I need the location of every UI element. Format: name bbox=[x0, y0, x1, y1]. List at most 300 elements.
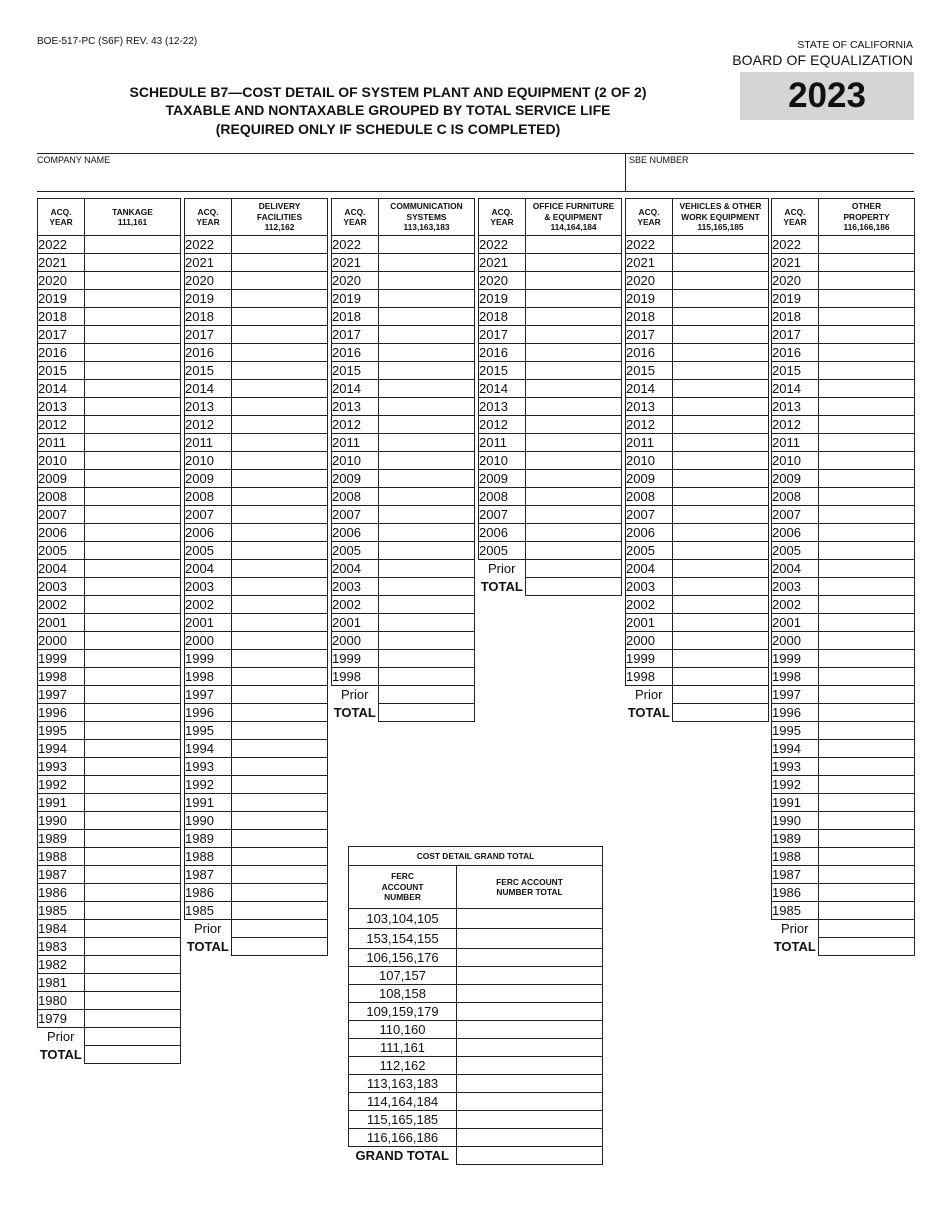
amount-cell-office[interactable] bbox=[526, 272, 622, 290]
prior-amount-communication[interactable] bbox=[379, 686, 475, 704]
amount-cell-tankage[interactable] bbox=[85, 920, 181, 938]
amount-cell-tankage[interactable] bbox=[85, 722, 181, 740]
amount-cell-communication[interactable] bbox=[379, 668, 475, 686]
sbe-number-field[interactable] bbox=[629, 166, 915, 190]
grand-total-title: COST DETAIL GRAND TOTAL bbox=[349, 847, 603, 866]
amount-cell-office[interactable] bbox=[526, 524, 622, 542]
amount-cell-delivery[interactable] bbox=[232, 524, 328, 542]
amount-cell-delivery[interactable] bbox=[232, 434, 328, 452]
total-amount-office[interactable] bbox=[526, 578, 622, 596]
amount-cell-communication[interactable] bbox=[379, 380, 475, 398]
amount-cell-office[interactable] bbox=[526, 308, 622, 326]
table-row bbox=[332, 452, 475, 470]
acq-year-cell: 1990 bbox=[38, 812, 85, 830]
table-row bbox=[185, 362, 328, 380]
amount-cell-delivery[interactable] bbox=[232, 290, 328, 308]
table-row bbox=[332, 308, 475, 326]
amount-cell-tankage[interactable] bbox=[85, 668, 181, 686]
amount-cell-delivery[interactable] bbox=[232, 308, 328, 326]
amount-cell-delivery[interactable] bbox=[232, 596, 328, 614]
amount-cell-tankage[interactable] bbox=[85, 452, 181, 470]
total-amount-vehicles[interactable] bbox=[673, 704, 769, 722]
amount-cell-office[interactable] bbox=[526, 416, 622, 434]
amount-cell-vehicles[interactable] bbox=[673, 668, 769, 686]
amount-cell-tankage[interactable] bbox=[85, 650, 181, 668]
amount-cell-tankage[interactable] bbox=[85, 974, 181, 992]
amount-cell-tankage[interactable] bbox=[85, 290, 181, 308]
total-amount-communication[interactable] bbox=[379, 704, 475, 722]
amount-cell-delivery[interactable] bbox=[232, 326, 328, 344]
amount-cell-other[interactable] bbox=[819, 830, 915, 848]
amount-cell-office[interactable] bbox=[526, 380, 622, 398]
table-row bbox=[772, 596, 915, 614]
acq-year-cell: 2008 bbox=[479, 488, 526, 506]
amount-cell-other[interactable] bbox=[819, 668, 915, 686]
amount-cell-communication[interactable] bbox=[379, 488, 475, 506]
amount-cell-vehicles[interactable] bbox=[673, 290, 769, 308]
amount-cell-other[interactable] bbox=[819, 794, 915, 812]
amount-cell-vehicles[interactable] bbox=[673, 506, 769, 524]
table-row bbox=[185, 560, 328, 578]
acq-year-cell: 2019 bbox=[772, 290, 819, 308]
table-row bbox=[185, 668, 328, 686]
amount-cell-other[interactable] bbox=[819, 506, 915, 524]
amount-cell-delivery[interactable] bbox=[232, 704, 328, 722]
amount-cell-delivery[interactable] bbox=[232, 902, 328, 920]
acq-year-cell: 2010 bbox=[479, 452, 526, 470]
amount-cell-communication[interactable] bbox=[379, 614, 475, 632]
amount-cell-delivery[interactable] bbox=[232, 758, 328, 776]
amount-cell-communication[interactable] bbox=[379, 560, 475, 578]
amount-cell-communication[interactable] bbox=[379, 632, 475, 650]
ferc-account-total-cell[interactable] bbox=[457, 1093, 603, 1111]
amount-cell-tankage[interactable] bbox=[85, 506, 181, 524]
amount-cell-communication[interactable] bbox=[379, 362, 475, 380]
acq-year-cell: 1993 bbox=[185, 758, 232, 776]
amount-cell-office[interactable] bbox=[526, 488, 622, 506]
amount-cell-communication[interactable] bbox=[379, 452, 475, 470]
amount-cell-tankage[interactable] bbox=[85, 992, 181, 1010]
amount-cell-delivery[interactable] bbox=[232, 812, 328, 830]
table-row bbox=[332, 470, 475, 488]
ferc-account-total-cell[interactable] bbox=[457, 1129, 603, 1147]
amount-cell-vehicles[interactable] bbox=[673, 398, 769, 416]
amount-cell-vehicles[interactable] bbox=[673, 560, 769, 578]
acq-year-cell: 2009 bbox=[185, 470, 232, 488]
amount-cell-other[interactable] bbox=[819, 776, 915, 794]
amount-cell-other[interactable] bbox=[819, 632, 915, 650]
amount-cell-vehicles[interactable] bbox=[673, 596, 769, 614]
table-row bbox=[772, 506, 915, 524]
amount-cell-other[interactable] bbox=[819, 308, 915, 326]
amount-cell-office[interactable] bbox=[526, 470, 622, 488]
amount-cell-tankage[interactable] bbox=[85, 272, 181, 290]
amount-cell-other[interactable] bbox=[819, 848, 915, 866]
amount-cell-tankage[interactable] bbox=[85, 686, 181, 704]
acq-year-cell: 1991 bbox=[38, 794, 85, 812]
amount-cell-delivery[interactable] bbox=[232, 452, 328, 470]
amount-cell-delivery[interactable] bbox=[232, 668, 328, 686]
table-row bbox=[38, 740, 181, 758]
amount-cell-communication[interactable] bbox=[379, 434, 475, 452]
amount-cell-communication[interactable] bbox=[379, 272, 475, 290]
amount-cell-other[interactable] bbox=[819, 344, 915, 362]
amount-cell-tankage[interactable] bbox=[85, 308, 181, 326]
amount-cell-tankage[interactable] bbox=[85, 848, 181, 866]
prior-amount-delivery[interactable] bbox=[232, 920, 328, 938]
amount-cell-tankage[interactable] bbox=[85, 902, 181, 920]
ferc-account-total-cell[interactable] bbox=[457, 985, 603, 1003]
amount-cell-tankage[interactable] bbox=[85, 1010, 181, 1028]
amount-cell-vehicles[interactable] bbox=[673, 416, 769, 434]
acq-year-cell: 2008 bbox=[772, 488, 819, 506]
amount-cell-other[interactable] bbox=[819, 650, 915, 668]
amount-cell-tankage[interactable] bbox=[85, 470, 181, 488]
amount-cell-delivery[interactable] bbox=[232, 380, 328, 398]
table-row bbox=[185, 434, 328, 452]
amount-cell-other[interactable] bbox=[819, 560, 915, 578]
amount-cell-tankage[interactable] bbox=[85, 938, 181, 956]
ferc-account-total-cell[interactable] bbox=[457, 1075, 603, 1093]
amount-cell-communication[interactable] bbox=[379, 578, 475, 596]
prior-amount-vehicles[interactable] bbox=[673, 686, 769, 704]
table-row bbox=[349, 1003, 603, 1021]
amount-cell-other[interactable] bbox=[819, 488, 915, 506]
amount-cell-tankage[interactable] bbox=[85, 362, 181, 380]
amount-cell-tankage[interactable] bbox=[85, 416, 181, 434]
amount-cell-communication[interactable] bbox=[379, 326, 475, 344]
acq-year-cell: 2008 bbox=[185, 488, 232, 506]
total-amount-other[interactable] bbox=[819, 938, 915, 956]
company-name-field[interactable] bbox=[38, 166, 626, 190]
acq-year-cell: 2007 bbox=[626, 506, 673, 524]
acq-year-cell: 1984 bbox=[38, 920, 85, 938]
table-row bbox=[38, 830, 181, 848]
amount-cell-vehicles[interactable] bbox=[673, 380, 769, 398]
amount-cell-other[interactable] bbox=[819, 326, 915, 344]
acq-year-cell: 2019 bbox=[626, 290, 673, 308]
amount-cell-tankage[interactable] bbox=[85, 560, 181, 578]
total-amount-delivery[interactable] bbox=[232, 938, 328, 956]
amount-cell-vehicles[interactable] bbox=[673, 578, 769, 596]
amount-cell-delivery[interactable] bbox=[232, 416, 328, 434]
amount-cell-office[interactable] bbox=[526, 254, 622, 272]
amount-cell-tankage[interactable] bbox=[85, 380, 181, 398]
table-row bbox=[38, 812, 181, 830]
amount-cell-communication[interactable] bbox=[379, 290, 475, 308]
amount-cell-tankage[interactable] bbox=[85, 776, 181, 794]
amount-cell-vehicles[interactable] bbox=[673, 344, 769, 362]
amount-cell-vehicles[interactable] bbox=[673, 362, 769, 380]
table-row bbox=[626, 290, 769, 308]
amount-cell-delivery[interactable] bbox=[232, 794, 328, 812]
acq-year-cell: 2007 bbox=[38, 506, 85, 524]
ferc-account-total-cell[interactable] bbox=[457, 1111, 603, 1129]
amount-cell-tankage[interactable] bbox=[85, 704, 181, 722]
table-row bbox=[626, 326, 769, 344]
table-row bbox=[479, 524, 622, 542]
ferc-account-total-cell[interactable] bbox=[457, 1057, 603, 1075]
table-row bbox=[38, 326, 181, 344]
total-amount-tankage[interactable] bbox=[85, 1046, 181, 1064]
amount-cell-delivery[interactable] bbox=[232, 848, 328, 866]
acq-year-cell: 2014 bbox=[185, 380, 232, 398]
amount-cell-office[interactable] bbox=[526, 236, 622, 254]
amount-cell-tankage[interactable] bbox=[85, 524, 181, 542]
amount-cell-tankage[interactable] bbox=[85, 578, 181, 596]
amount-cell-communication[interactable] bbox=[379, 506, 475, 524]
amount-cell-other[interactable] bbox=[819, 470, 915, 488]
amount-cell-delivery[interactable] bbox=[232, 830, 328, 848]
amount-cell-other[interactable] bbox=[819, 524, 915, 542]
amount-cell-office[interactable] bbox=[526, 344, 622, 362]
ferc-account-number: 106,156,176 bbox=[349, 949, 457, 967]
grand-total-amount[interactable] bbox=[457, 1147, 603, 1165]
amount-cell-other[interactable] bbox=[819, 884, 915, 902]
ferc-account-total-cell[interactable] bbox=[457, 949, 603, 967]
acq-year-cell: 2011 bbox=[772, 434, 819, 452]
amount-cell-communication[interactable] bbox=[379, 416, 475, 434]
amount-cell-tankage[interactable] bbox=[85, 740, 181, 758]
table-row bbox=[38, 956, 181, 974]
amount-cell-vehicles[interactable] bbox=[673, 488, 769, 506]
amount-cell-vehicles[interactable] bbox=[673, 650, 769, 668]
amount-cell-tankage[interactable] bbox=[85, 884, 181, 902]
amount-cell-delivery[interactable] bbox=[232, 488, 328, 506]
table-row bbox=[38, 290, 181, 308]
amount-cell-communication[interactable] bbox=[379, 542, 475, 560]
amount-cell-tankage[interactable] bbox=[85, 434, 181, 452]
table-row bbox=[479, 362, 622, 380]
ferc-account-total-cell[interactable] bbox=[457, 909, 603, 929]
acq-year-cell: 2010 bbox=[772, 452, 819, 470]
amount-cell-delivery[interactable] bbox=[232, 884, 328, 902]
prior-amount-office[interactable] bbox=[526, 560, 622, 578]
amount-cell-office[interactable] bbox=[526, 362, 622, 380]
amount-cell-communication[interactable] bbox=[379, 596, 475, 614]
amount-cell-other[interactable] bbox=[819, 740, 915, 758]
amount-cell-delivery[interactable] bbox=[232, 344, 328, 362]
amount-cell-other[interactable] bbox=[819, 686, 915, 704]
amount-cell-delivery[interactable] bbox=[232, 236, 328, 254]
amount-cell-tankage[interactable] bbox=[85, 866, 181, 884]
amount-cell-vehicles[interactable] bbox=[673, 614, 769, 632]
acq-year-cell: 2001 bbox=[185, 614, 232, 632]
table-row bbox=[772, 470, 915, 488]
amount-cell-communication[interactable] bbox=[379, 650, 475, 668]
amount-cell-delivery[interactable] bbox=[232, 398, 328, 416]
amount-cell-tankage[interactable] bbox=[85, 398, 181, 416]
amount-cell-vehicles[interactable] bbox=[673, 272, 769, 290]
acq-year-cell: 2021 bbox=[772, 254, 819, 272]
amount-cell-tankage[interactable] bbox=[85, 758, 181, 776]
table-row bbox=[332, 560, 475, 578]
ferc-account-total-cell[interactable] bbox=[457, 1039, 603, 1057]
amount-cell-other[interactable] bbox=[819, 362, 915, 380]
table-row bbox=[185, 254, 328, 272]
table-row bbox=[185, 740, 328, 758]
table-row bbox=[185, 542, 328, 560]
amount-cell-other[interactable] bbox=[819, 866, 915, 884]
table-row bbox=[38, 722, 181, 740]
amount-cell-other[interactable] bbox=[819, 578, 915, 596]
table-row bbox=[626, 236, 769, 254]
acq-year-cell: 1999 bbox=[772, 650, 819, 668]
amount-cell-other[interactable] bbox=[819, 416, 915, 434]
amount-cell-other[interactable] bbox=[819, 758, 915, 776]
amount-cell-tankage[interactable] bbox=[85, 236, 181, 254]
amount-cell-other[interactable] bbox=[819, 704, 915, 722]
table-row bbox=[38, 848, 181, 866]
acq-year-cell: 1985 bbox=[38, 902, 85, 920]
acq-year-cell: 2009 bbox=[38, 470, 85, 488]
amount-cell-office[interactable] bbox=[526, 290, 622, 308]
ferc-account-total-cell[interactable] bbox=[457, 967, 603, 985]
amount-cell-tankage[interactable] bbox=[85, 614, 181, 632]
amount-cell-tankage[interactable] bbox=[85, 830, 181, 848]
amount-cell-tankage[interactable] bbox=[85, 326, 181, 344]
acq-year-cell: 1991 bbox=[185, 794, 232, 812]
amount-cell-delivery[interactable] bbox=[232, 362, 328, 380]
amount-cell-delivery[interactable] bbox=[232, 542, 328, 560]
acq-year-cell: 2012 bbox=[332, 416, 379, 434]
amount-cell-office[interactable] bbox=[526, 506, 622, 524]
amount-cell-other[interactable] bbox=[819, 290, 915, 308]
table-row bbox=[626, 254, 769, 272]
acq-year-cell: 1999 bbox=[185, 650, 232, 668]
acq-year-cell: 2000 bbox=[772, 632, 819, 650]
prior-label: Prior bbox=[341, 687, 369, 703]
amount-cell-vehicles[interactable] bbox=[673, 470, 769, 488]
amount-cell-communication[interactable] bbox=[379, 236, 475, 254]
table-row bbox=[772, 704, 915, 722]
amount-cell-tankage[interactable] bbox=[85, 542, 181, 560]
amount-cell-other[interactable] bbox=[819, 722, 915, 740]
table-row bbox=[38, 938, 181, 956]
amount-cell-communication[interactable] bbox=[379, 308, 475, 326]
amount-cell-office[interactable] bbox=[526, 452, 622, 470]
table-row bbox=[332, 524, 475, 542]
amount-cell-delivery[interactable] bbox=[232, 686, 328, 704]
acq-year-cell: 1998 bbox=[38, 668, 85, 686]
acq-year-cell: 2021 bbox=[626, 254, 673, 272]
amount-cell-delivery[interactable] bbox=[232, 560, 328, 578]
table-row bbox=[772, 578, 915, 596]
amount-cell-communication[interactable] bbox=[379, 398, 475, 416]
amount-cell-tankage[interactable] bbox=[85, 344, 181, 362]
amount-cell-delivery[interactable] bbox=[232, 866, 328, 884]
amount-cell-communication[interactable] bbox=[379, 344, 475, 362]
amount-cell-other[interactable] bbox=[819, 380, 915, 398]
amount-cell-delivery[interactable] bbox=[232, 776, 328, 794]
amount-cell-delivery[interactable] bbox=[232, 578, 328, 596]
amount-cell-tankage[interactable] bbox=[85, 956, 181, 974]
acq-year-cell: 2016 bbox=[626, 344, 673, 362]
amount-cell-delivery[interactable] bbox=[232, 650, 328, 668]
header-rule-bottom bbox=[37, 191, 914, 192]
amount-cell-office[interactable] bbox=[526, 398, 622, 416]
amount-cell-vehicles[interactable] bbox=[673, 542, 769, 560]
amount-cell-communication[interactable] bbox=[379, 254, 475, 272]
amount-cell-other[interactable] bbox=[819, 614, 915, 632]
table-row bbox=[772, 560, 915, 578]
amount-cell-vehicles[interactable] bbox=[673, 326, 769, 344]
amount-cell-delivery[interactable] bbox=[232, 470, 328, 488]
table-row bbox=[479, 290, 622, 308]
table-row bbox=[479, 254, 622, 272]
table-row bbox=[185, 650, 328, 668]
amount-cell-tankage[interactable] bbox=[85, 812, 181, 830]
prior-amount-tankage[interactable] bbox=[85, 1028, 181, 1046]
table-row bbox=[626, 524, 769, 542]
amount-cell-vehicles[interactable] bbox=[673, 254, 769, 272]
table-row bbox=[185, 470, 328, 488]
acq-year-cell: 1992 bbox=[38, 776, 85, 794]
amount-cell-other[interactable] bbox=[819, 452, 915, 470]
amount-cell-office[interactable] bbox=[526, 326, 622, 344]
amount-cell-vehicles[interactable] bbox=[673, 236, 769, 254]
amount-cell-communication[interactable] bbox=[379, 524, 475, 542]
acq-year-cell: 2013 bbox=[479, 398, 526, 416]
prior-amount-other[interactable] bbox=[819, 920, 915, 938]
amount-cell-other[interactable] bbox=[819, 812, 915, 830]
amount-cell-other[interactable] bbox=[819, 902, 915, 920]
ferc-account-total-cell[interactable] bbox=[457, 1021, 603, 1039]
amount-cell-tankage[interactable] bbox=[85, 488, 181, 506]
amount-cell-office[interactable] bbox=[526, 542, 622, 560]
amount-cell-tankage[interactable] bbox=[85, 254, 181, 272]
amount-cell-other[interactable] bbox=[819, 596, 915, 614]
amount-cell-other[interactable] bbox=[819, 272, 915, 290]
tax-year-badge: 2023 bbox=[740, 72, 914, 120]
amount-cell-vehicles[interactable] bbox=[673, 308, 769, 326]
amount-cell-delivery[interactable] bbox=[232, 722, 328, 740]
ferc-account-total-cell[interactable] bbox=[457, 929, 603, 949]
amount-cell-other[interactable] bbox=[819, 542, 915, 560]
amount-cell-other[interactable] bbox=[819, 254, 915, 272]
amount-cell-vehicles[interactable] bbox=[673, 434, 769, 452]
table-row bbox=[332, 542, 475, 560]
acq-year-cell: 2021 bbox=[332, 254, 379, 272]
amount-cell-other[interactable] bbox=[819, 398, 915, 416]
amount-cell-other[interactable] bbox=[819, 434, 915, 452]
amount-cell-office[interactable] bbox=[526, 434, 622, 452]
ferc-account-total-cell[interactable] bbox=[457, 1003, 603, 1021]
amount-cell-delivery[interactable] bbox=[232, 614, 328, 632]
amount-cell-tankage[interactable] bbox=[85, 632, 181, 650]
amount-cell-other[interactable] bbox=[819, 236, 915, 254]
amount-cell-vehicles[interactable] bbox=[673, 452, 769, 470]
amount-cell-tankage[interactable] bbox=[85, 794, 181, 812]
table-row bbox=[772, 794, 915, 812]
table-row bbox=[185, 452, 328, 470]
amount-cell-vehicles[interactable] bbox=[673, 632, 769, 650]
amount-cell-delivery[interactable] bbox=[232, 740, 328, 758]
amount-cell-tankage[interactable] bbox=[85, 596, 181, 614]
amount-cell-delivery[interactable] bbox=[232, 254, 328, 272]
acq-year-header: ACQ. YEAR bbox=[38, 199, 85, 236]
acq-year-cell: 2003 bbox=[626, 578, 673, 596]
acq-year-cell: 2012 bbox=[185, 416, 232, 434]
amount-cell-delivery[interactable] bbox=[232, 632, 328, 650]
amount-cell-delivery[interactable] bbox=[232, 272, 328, 290]
schedule-title: SCHEDULE B7—COST DETAIL OF SYSTEM PLANT AND EQUIPMENT (2 OF 2) bbox=[129, 84, 647, 100]
amount-cell-vehicles[interactable] bbox=[673, 524, 769, 542]
acq-year-cell: 2020 bbox=[772, 272, 819, 290]
amount-cell-delivery[interactable] bbox=[232, 506, 328, 524]
acq-year-cell: 1979 bbox=[38, 1010, 85, 1028]
amount-cell-communication[interactable] bbox=[379, 470, 475, 488]
